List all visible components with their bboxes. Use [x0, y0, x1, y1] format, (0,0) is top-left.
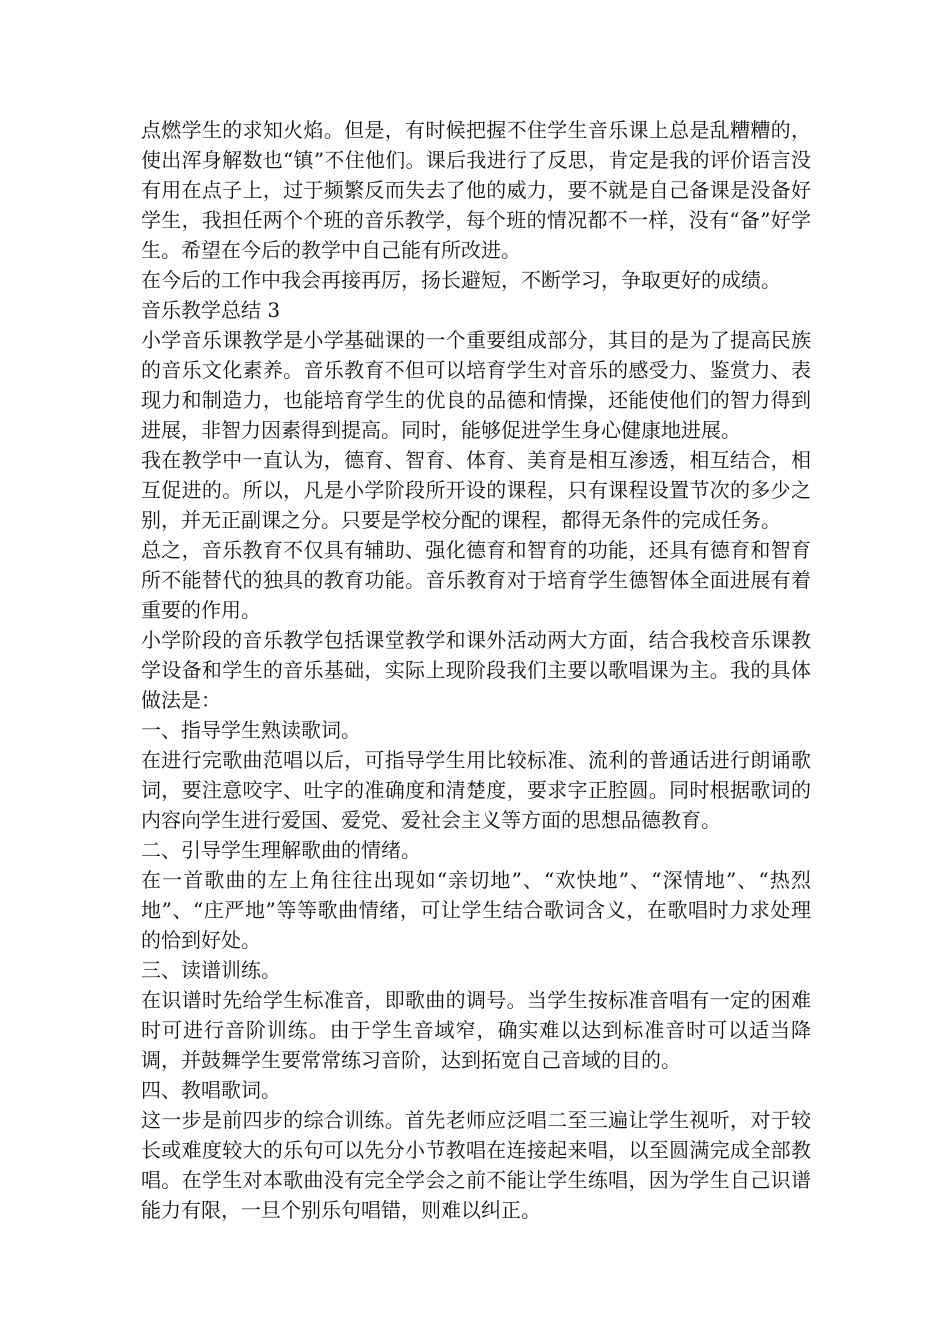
paragraph: 小学音乐课教学是小学基础课的一个重要组成部分，其目的是为了提高民族的音乐文化素养。音乐教育不但可以培育学生对音乐的感受力、鉴赏力、表现力和制造力，也能培育学生的优良的品德和情操，还能使他们的智力得到进展，非智力因素得到提高。同时，能够促进学生身心健康地进展。	[141, 328, 811, 442]
paragraph: 在今后的工作中我会再接再厉，扬长避短，不断学习，争取更好的成绩。	[141, 268, 781, 292]
paragraph: 我在教学中一直认为，德育、智育、体育、美育是相互渗透，相互结合，相互促进的。所以，凡是小学阶段所开设的课程，只有课程设置节次的多少之别，并无正副课之分。只要是学校分配的课程，都得无条件的完成任务。	[141, 448, 811, 532]
paragraph: 总之，音乐教育不仅具有辅助、强化德育和智育的功能，还具有德育和智育所不能替代的独具的教育功能。音乐教育对于培育学生德智体全面进展有着重要的作用。	[141, 538, 811, 622]
paragraph: 这一步是前四步的综合训练。首先老师应泛唱二至三遍让学生视听，对于较长或难度较大的乐句可以先分小节教唱在连接起来唱，以至圆满完成全部教唱。在学生对本歌曲没有完全学会之前不能让学生练唱，因为学生自己识谱能力有限，一旦个别乐句唱错，则难以纠正。	[141, 1108, 811, 1222]
paragraph: 小学阶段的音乐教学包括课堂教学和课外活动两大方面，结合我校音乐课教学设备和学生的音乐基础，实际上现阶段我们主要以歌唱课为主。我的具体做法是：	[141, 628, 811, 712]
subheading: 三、读谱训练。	[141, 958, 281, 982]
section-heading: 音乐教学总结 3	[141, 298, 281, 322]
paragraph: 在一首歌曲的左上角往往出现如“亲切地”、“欢快地”、“深情地”、“热烈地”、“庄严地”等等歌曲情绪，可让学生结合歌词含义，在歌唱时力求处理的恰到好处。	[141, 868, 811, 952]
paragraph: 在进行完歌曲范唱以后，可指导学生用比较标准、流利的普通话进行朗诵歌词，要注意咬字、吐字的准确度和清楚度，要求字正腔圆。同时根据歌词的内容向学生进行爱国、爱党、爱社会主义等方面的思想品德教育。	[141, 748, 811, 832]
paragraph: 点燃学生的求知火焰。但是，有时候把握不住学生音乐课上总是乱糟糟的，使出浑身解数也“镇”不住他们。课后我进行了反思，肯定是我的评价语言没有用在点子上，过于频繁反而失去了他的威力，要不就是自己备课是没备好学生，我担任两个个班的音乐教学，每个班的情况都不一样，没有“备”好学生。希望在今后的教学中自己能有所改进。	[141, 118, 811, 262]
subheading: 二、引导学生理解歌曲的情绪。	[141, 838, 421, 862]
subheading: 一、指导学生熟读歌词。	[141, 718, 361, 742]
paragraph: 在识谱时先给学生标准音，即歌曲的调号。当学生按标准音唱有一定的困难时可进行音阶训练。由于学生音域窄，确实难以达到标准音时可以适当降调，并鼓舞学生要常常练习音阶，达到拓宽自己音域的目的。	[141, 988, 811, 1072]
document-page	[141, 115, 811, 1225]
subheading: 四、教唱歌词。	[141, 1078, 281, 1102]
